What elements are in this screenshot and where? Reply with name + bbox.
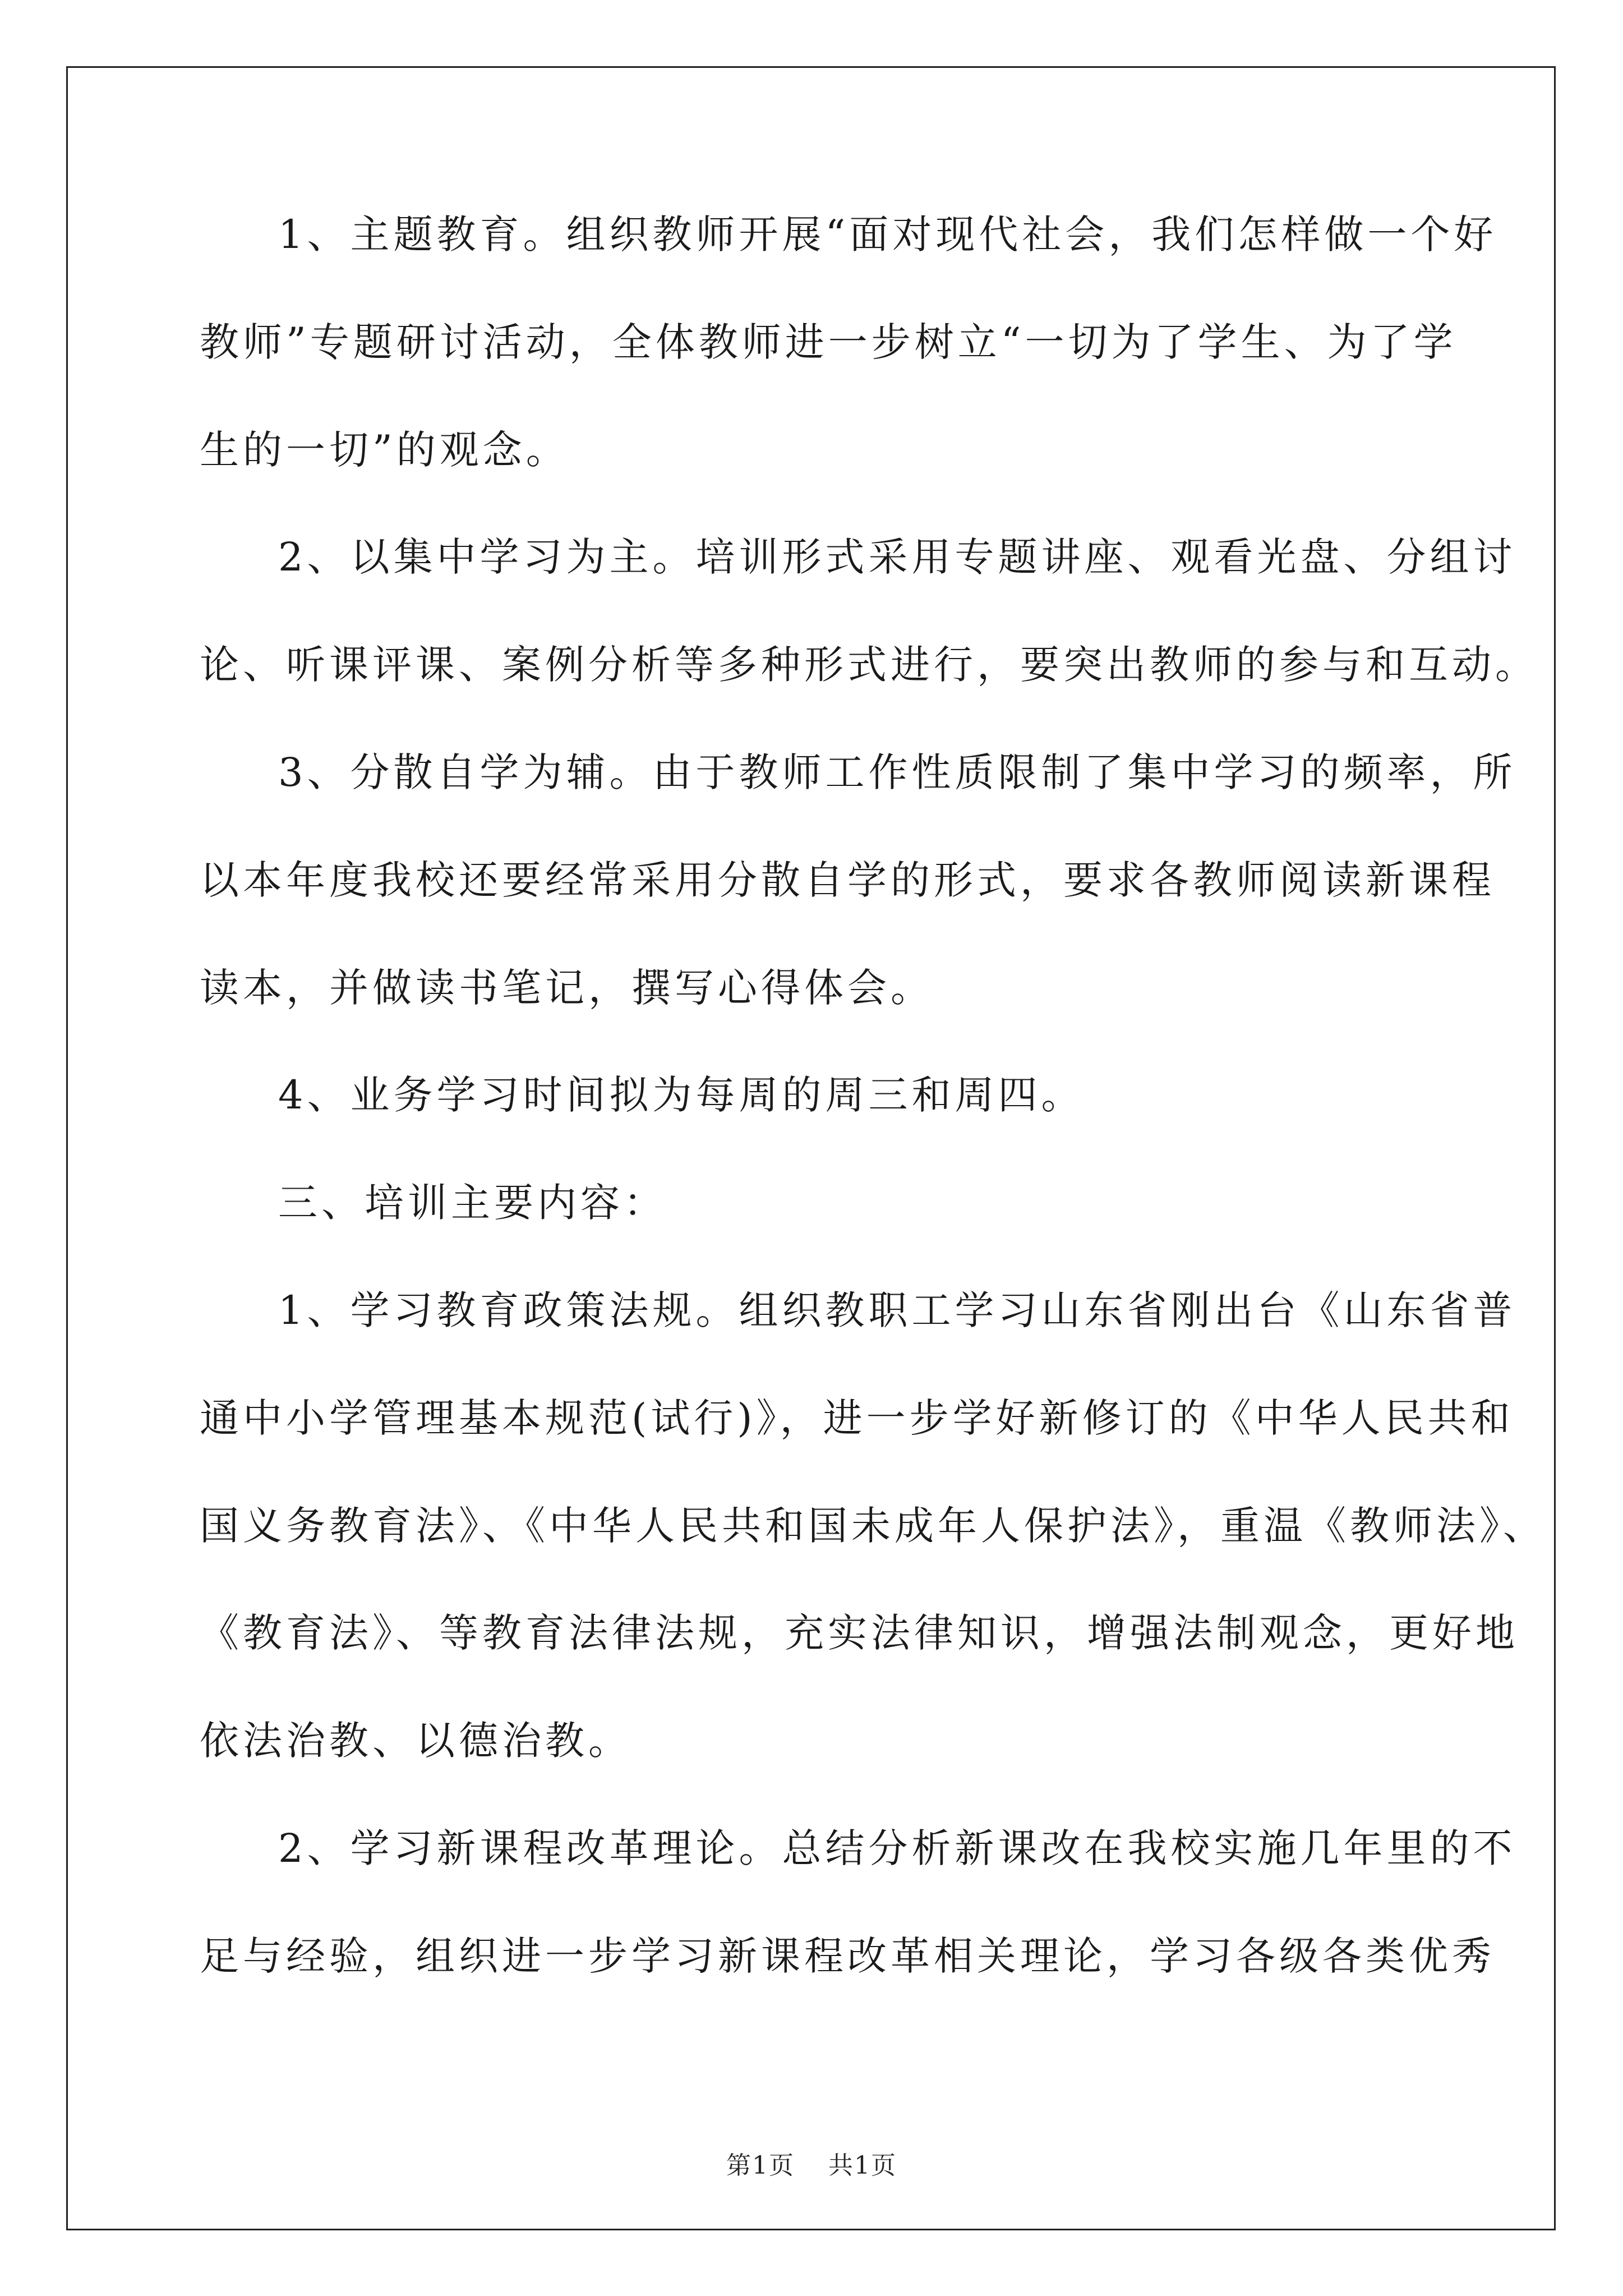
page-number-current: 第1页 (726, 2151, 795, 2180)
text-line: 1、学习教育政策法规。组织教职工学习山东省刚出台《山东省普 (278, 1287, 1516, 1333)
text-line: 1、主题教育。组织教师开展“面对现代社会，我们怎样做一个好 (278, 211, 1497, 257)
text-line: 生的一切”的观念。 (200, 427, 569, 473)
text-line: 论、听课评课、案例分析等多种形式进行，要突出教师的参与和互动。 (200, 642, 1538, 688)
text-line: 足与经验，组织进一步学习新课程改革相关理论，学习各级各类优秀 (200, 1933, 1495, 1979)
page-number-total: 共1页 (828, 2151, 897, 2180)
page-border (66, 66, 1556, 2230)
text-line: 依法治教、以德治教。 (200, 1718, 631, 1764)
section-heading: 三、培训主要内容： (278, 1180, 667, 1226)
text-line: 2、以集中学习为主。培训形式采用专题讲座、观看光盘、分组讨 (278, 534, 1516, 580)
text-line: 以本年度我校还要经常采用分散自学的形式，要求各教师阅读新课程 (200, 857, 1495, 903)
text-line: 教师”专题研讨活动，全体教师进一步树立“一切为了学生、为了学 (200, 319, 1457, 365)
text-line: 2、学习新课程改革理论。总结分析新课改在我校实施几年里的不 (278, 1825, 1516, 1871)
text-line: 通中小学管理基本规范(试行)》，进一步学好新修订的《中华人民共和 (200, 1395, 1514, 1441)
page-footer (0, 2152, 1623, 2180)
text-line: 《教育法》、等教育法律法规，充实法律知识，增强法制观念，更好地 (200, 1610, 1519, 1656)
text-line: 4、业务学习时间拟为每周的周三和周四。 (278, 1072, 1085, 1118)
text-line: 读本，并做读书笔记，撰写心得体会。 (200, 965, 934, 1011)
text-line: 国义务教育法》、《中华人民共和国未成年人保护法》，重温《教师法》、 (200, 1503, 1546, 1549)
text-line: 3、分散自学为辅。由于教师工作性质限制了集中学习的频率，所 (278, 749, 1516, 795)
